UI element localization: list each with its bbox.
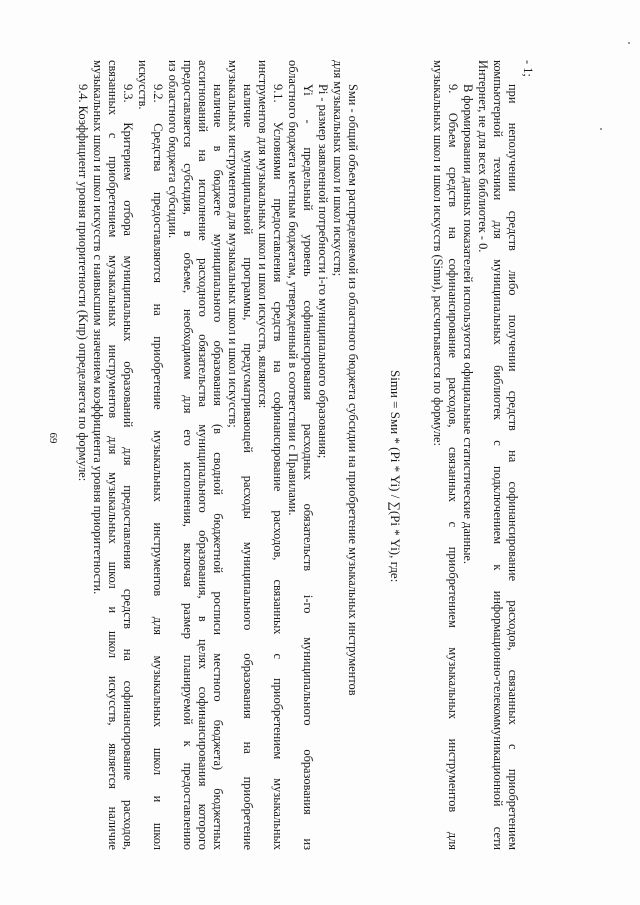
text-line: наличие в бюджете муниципального образования (в сводной бюджетной росписи местного бюджета) бюджетных: [211, 84, 225, 850]
text-line: искусств.: [136, 60, 150, 110]
text-line: областного бюджета местным бюджетам, утвержденный в соответствии с Правилами.: [286, 60, 300, 516]
text-line: музыкальных инструментов для музыкальных школ и школ искусств;: [226, 60, 240, 428]
text-line: музыкальных школ и школ искусств (Simи), рассчитывается по формуле:: [431, 60, 445, 446]
text-line: 9.2. Средства предоставляются на приобретение музыкальных инструментов для музыкальных школ и школ: [151, 84, 165, 850]
text-line: Интернет, не для всех библиотек - 0.: [476, 60, 490, 253]
text-line: при неполучении средств либо получении средств на софинансирование расходов, связанных с приобретением: [506, 84, 520, 850]
text-line: 9.1. Условиями предоставления средств на софинансирование расходов, связанных с приобретением музыкальных: [271, 84, 285, 850]
text-line: - 1;: [521, 60, 535, 77]
text-line: ассигнований на исполнение расходного обязательства муниципального образования, в целях софинансирования которого: [196, 60, 210, 850]
text-line: музыкальных школ и школ искусств с наивысшим значением коэффициента уровня приоритетности.: [91, 60, 105, 595]
text-line: наличие муниципальной программы, предусматривающей расходы муниципального образования на приобретение: [241, 84, 255, 850]
text-line: В формировании данных показателей используются официальные статистические данные.: [461, 84, 475, 565]
text-line: предоставляется субсидия, в объеме, необходимом для его исполнения, включая размер планируемой к предоставлению: [181, 60, 195, 850]
text-line: 9.3. Критерием отбора муниципальных образований для предоставления средств на софинансирование расходов,: [121, 84, 135, 850]
text-line: Yi - предельный уровень софинансирования расходных обязательств i-го муниципального образования из: [301, 84, 315, 850]
text-line: из областного бюджета субсидии.: [166, 60, 180, 239]
text-line: 9. Объем средств на софинансирование расходов, связанных с приобретением музыкальных инструментов для: [446, 84, 460, 850]
text-line: 9.4. Коэффициент уровня приоритетности (Kпр) определяется по формуле:: [76, 84, 90, 482]
rotated-text-block: [76, 60, 535, 860]
scan-speck: [600, 128, 602, 130]
text-line: Sми - общий объем распределяемой из областного бюджета субсидии на приобретение музыкальных инструментов: [346, 84, 360, 696]
text-line: компьютерной техники для муниципальных библиотек с подключением к информационно-телекоммуникационной сети: [491, 60, 505, 850]
formula: Simи = Sми * (Pi * Yi) / ∑(Pi * Yi), где:: [388, 370, 403, 583]
scan-speck: [628, 42, 630, 44]
text-line: для музыкальных школ и школ искусств;: [331, 60, 345, 277]
text-line: инструментов для музыкальных школ и школ искусств, являются:: [256, 60, 270, 409]
text-line: связанных с приобретением музыкальных инструментов для музыкальных школ и школ искусств, является наличие: [106, 60, 120, 850]
page-number: 69: [47, 432, 59, 444]
text-line: Pi - размер заявленной потребности i-го муниципального образования;: [316, 84, 330, 459]
